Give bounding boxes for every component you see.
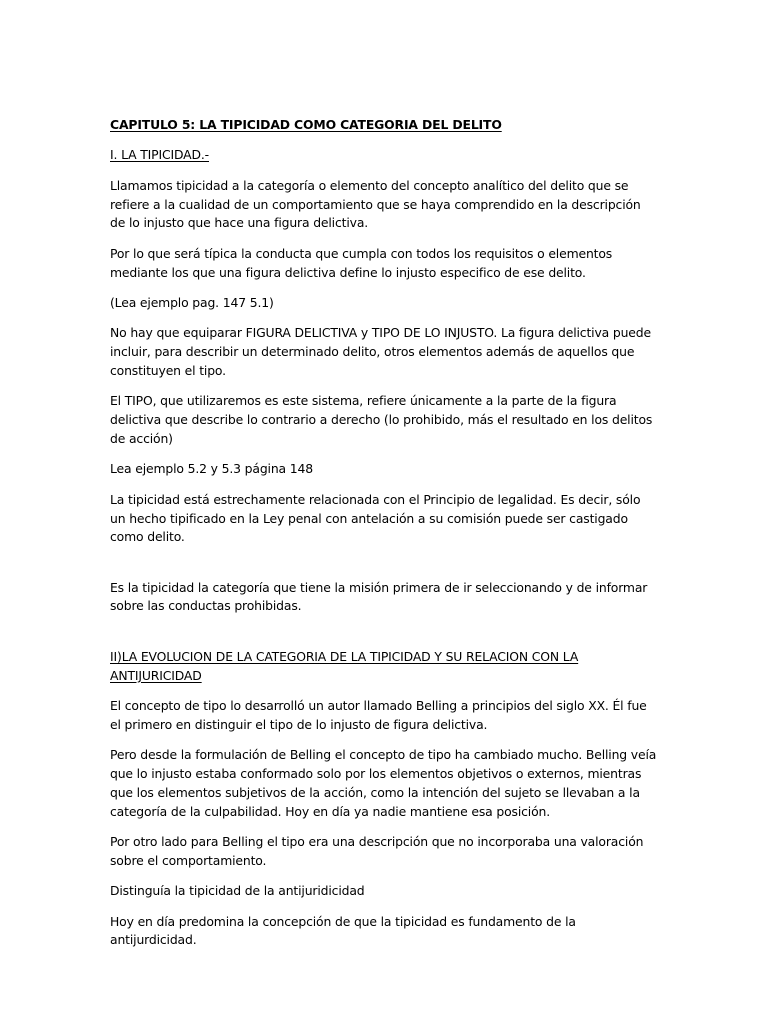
paragraph-mision: Es la tipicidad la categoría que tiene la misión primera de ir seleccionando y de informar sobre las conductas prohibidas.	[110, 579, 648, 614]
paragraph-belling-cambio: Pero desde la formulación de Belling el concepto de tipo ha cambiado mucho. Belling veía que lo injusto estaba conformado solo por los elementos objetivos o externos, mientras que los elementos subjetivos de la acción, como la intención del sujeto se llevaban a la categoría de la culpabilidad. Hoy en día ya nadie mantiene esa posición.	[110, 747, 657, 819]
section-heading-evolucion: II)LA EVOLUCION DE LA CATEGORIA DE LA TIPICIDAD Y SU RELACION CON LA ANTIJURICIDAD	[110, 648, 579, 683]
paragraph-conducta-tipica: Por lo que será típica la conducta que cumpla con todos los requisitos o elementos mediante los que una figura delictiva define lo injusto especifico de ese delito.	[110, 245, 613, 280]
paragraph-lea-ejemplo-148: Lea ejemplo 5.2 y 5.3 página 148	[110, 461, 313, 477]
paragraph-el-tipo: El TIPO, que utilizaremos es este sistema, refiere únicamente a la parte de la figura delictiva que describe lo contrario a derecho (lo prohibido, más el resultado en los delitos de acción)	[110, 393, 653, 446]
paragraph-belling-origen: El concepto de tipo lo desarrolló un autor llamado Belling a principios del siglo XX. Él fue el primero en distinguir el tipo de lo injusto de figura delictiva.	[110, 698, 647, 732]
blank-line	[110, 628, 658, 648]
paragraph-lea-ejemplo-147: (Lea ejemplo pag. 147 5.1)	[110, 294, 274, 310]
paragraph-distinguia: Distinguía la tipicidad de la antijuridicidad	[110, 883, 365, 899]
paragraph-definicion: Llamamos tipicidad a la categoría o elemento del concepto analítico del delito que se refiere a la cualidad de un comportamiento que se haya comprendido en la descripción de lo injusto que hace una figura delictiva.	[110, 177, 641, 231]
document-body	[110, 116, 658, 962]
chapter-title: CAPITULO 5: LA TIPICIDAD COMO CATEGORIA DEL DELITO	[110, 117, 502, 132]
blank-line	[110, 559, 658, 579]
paragraph-belling-valoracion: Por otro lado para Belling el tipo era una descripción que no incorporaba una valoración sobre el comportamiento.	[110, 834, 644, 868]
paragraph-figura-delictiva: No hay que equiparar FIGURA DELICTIVA y TIPO DE LO INJUSTO. La figura delictiva puede incluir, para describir un determinado delito, otros elementos además de aquellos que constituyen el tipo.	[110, 325, 651, 378]
section-heading-tipicidad: I. LA TIPICIDAD.-	[110, 147, 209, 163]
paragraph-principio-legalidad: La tipicidad está estrechamente relacionada con el Principio de legalidad. Es decir, sólo un hecho tipificado en la Ley penal con antelación a su comisión puede ser castigado como delito.	[110, 491, 641, 545]
paragraph-hoy-en-dia: Hoy en día predomina la concepción de que la tipicidad es fundamento de la antijurdicidad.	[110, 913, 576, 948]
